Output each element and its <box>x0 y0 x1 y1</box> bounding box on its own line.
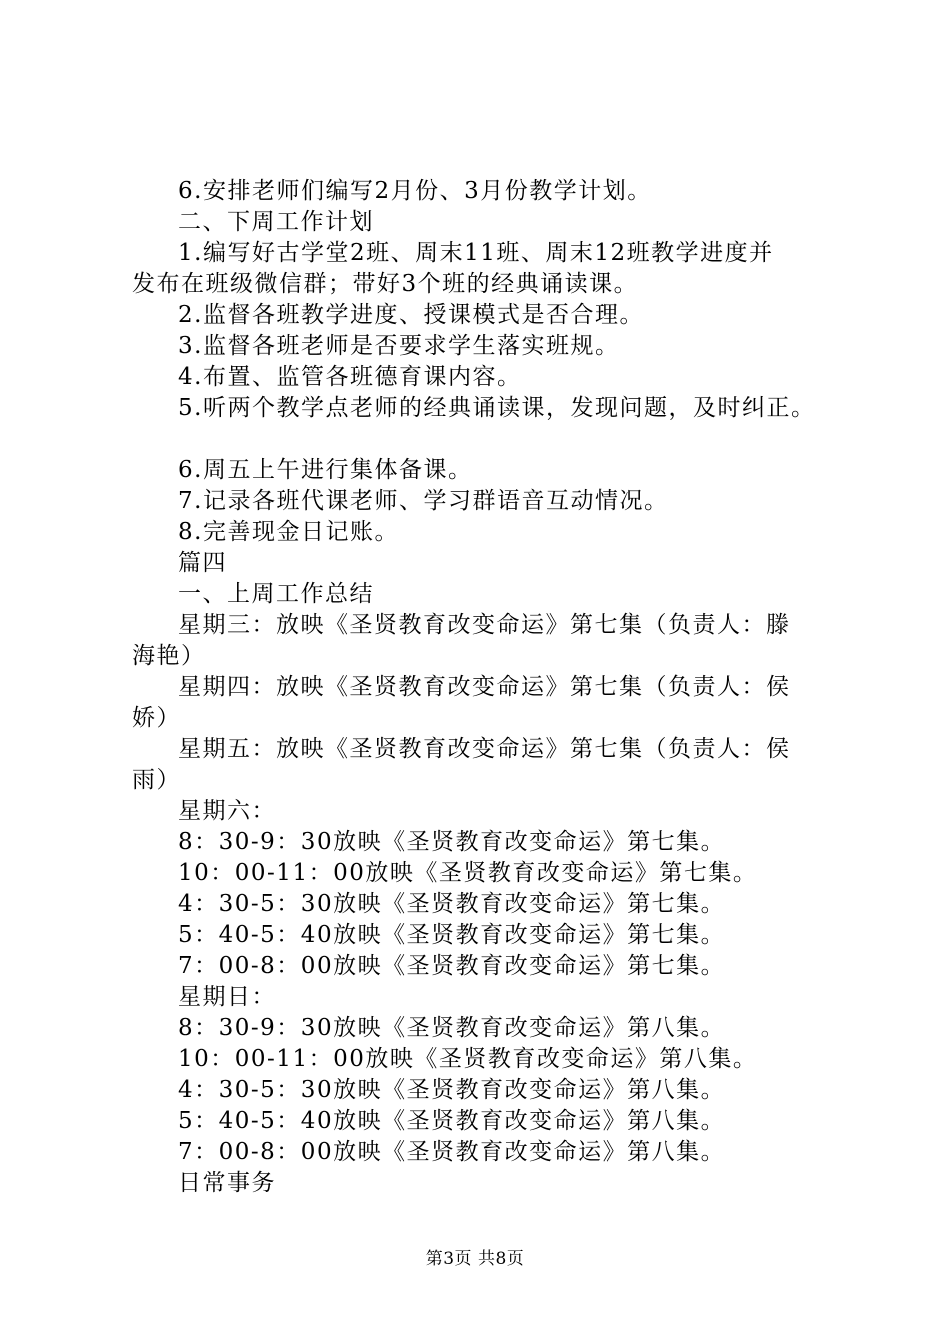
schedule-line: 4：30-5：30放映《圣贤教育改变命运》第七集。 <box>178 891 726 917</box>
schedule-line: 7：00-8：00放映《圣贤教育改变命运》第八集。 <box>178 1139 726 1165</box>
text-line: 8.完善现金日记账。 <box>178 519 399 545</box>
text-line: 2.监督各班教学进度、授课模式是否合理。 <box>178 302 644 328</box>
schedule-line: 5：40-5：40放映《圣贤教育改变命运》第八集。 <box>178 1108 726 1134</box>
schedule-line: 10：00-11：00放映《圣贤教育改变命运》第八集。 <box>178 1046 758 1072</box>
text-line: 娇） <box>132 705 181 731</box>
text-line: 6.安排老师们编写2月份、3月份教学计划。 <box>178 178 652 204</box>
blank-line <box>132 424 852 455</box>
text-line: 雨） <box>132 767 181 793</box>
section-heading: 二、下周工作计划 <box>178 209 374 235</box>
section-heading: 日常事务 <box>178 1170 276 1196</box>
text-line: 发布在班级微信群；带好3个班的经典诵读课。 <box>132 271 639 297</box>
text-line: 1.编写好古学堂2班、周末11班、周末12班教学进度并 <box>178 240 774 266</box>
schedule-line: 8：30-9：30放映《圣贤教育改变命运》第八集。 <box>178 1015 726 1041</box>
day-heading: 星期六： <box>178 798 276 824</box>
document-body <box>132 176 852 1199</box>
text-line: 星期五：放映《圣贤教育改变命运》第七集（负责人：侯 <box>178 736 791 762</box>
text-line: 7.记录各班代课老师、学习群语音互动情况。 <box>178 488 669 514</box>
schedule-line: 5：40-5：40放映《圣贤教育改变命运》第七集。 <box>178 922 726 948</box>
schedule-line: 7：00-8：00放映《圣贤教育改变命运》第七集。 <box>178 953 726 979</box>
text-line: 海艳） <box>132 643 206 669</box>
schedule-line: 10：00-11：00放映《圣贤教育改变命运》第七集。 <box>178 860 758 886</box>
text-line: 5.听两个教学点老师的经典诵读课，发现问题，及时纠正。 <box>178 395 816 421</box>
schedule-line: 4：30-5：30放映《圣贤教育改变命运》第八集。 <box>178 1077 726 1103</box>
text-line: 星期三：放映《圣贤教育改变命运》第七集（负责人：滕 <box>178 612 791 638</box>
schedule-line: 8：30-9：30放映《圣贤教育改变命运》第七集。 <box>178 829 726 855</box>
text-line: 4.布置、监管各班德育课内容。 <box>178 364 522 390</box>
text-line: 3.监督各班老师是否要求学生落实班规。 <box>178 333 620 359</box>
text-line: 6.周五上午进行集体备课。 <box>178 457 473 483</box>
page-number-footer: 第3页 共8页 <box>425 1249 525 1269</box>
section-heading: 一、上周工作总结 <box>178 581 374 607</box>
text-line: 星期四：放映《圣贤教育改变命运》第七集（负责人：侯 <box>178 674 791 700</box>
chapter-heading: 篇四 <box>178 550 227 576</box>
day-heading: 星期日： <box>178 984 276 1010</box>
